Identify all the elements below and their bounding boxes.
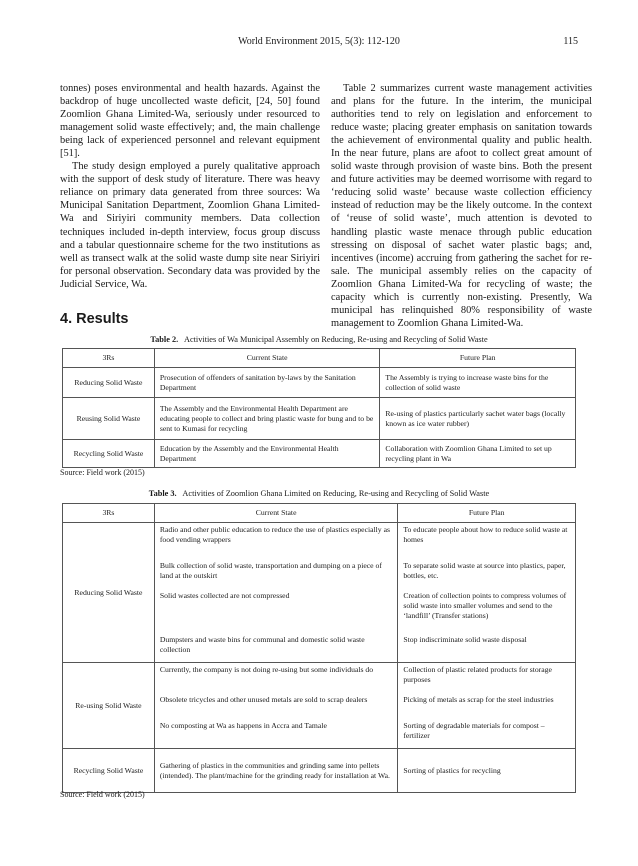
list-item: Obsolete tricycles and other unused metals are sold to scrap dealers <box>159 695 368 704</box>
table2 <box>62 348 576 468</box>
running-header <box>60 36 578 50</box>
table-row <box>63 368 576 398</box>
table-cell-future: Re-using of plastics particularly sachet water bags (locally known as ice water rubber) <box>380 398 576 440</box>
left-column <box>60 82 320 291</box>
list-item: Radio and other public education to reduce the use of plastics especially as food vending wrappers <box>159 525 390 544</box>
table-cell-future: Collaboration with Zoomlion Ghana Limited to set up recycling plant in Wa <box>380 440 576 468</box>
table-cell-3r: Reusing Solid Waste <box>63 398 155 440</box>
table-cell-3r: Reducing Solid Waste <box>63 523 155 663</box>
column-header: Future Plan <box>398 504 576 523</box>
table-cell-future <box>398 523 576 663</box>
table-cell-current: Gathering of plastics in the communities and grinding same into pellets (intended). The plant/machine for the grinding ready for installation at Wa. <box>154 749 397 793</box>
right-column <box>331 82 592 330</box>
table-row-reusing <box>63 663 576 749</box>
list-item: To educate people about how to reduce solid waste at homes <box>403 525 568 544</box>
journal-citation: World Environment 2015, 5(3): 112-120 <box>238 36 400 47</box>
table3 <box>62 503 576 793</box>
list-item: Stop indiscriminate solid waste disposal <box>403 635 527 644</box>
table3-caption <box>60 489 578 498</box>
table-cell-current: Education by the Assembly and the Environmental Health Department <box>154 440 380 468</box>
section-heading: 4. Results <box>60 311 129 327</box>
list-item: Sorting of degradable materials for compost – fertilizer <box>403 721 545 740</box>
table-cell-current: Prosecution of offenders of sanitation by-laws by the Sanitation Department <box>154 368 380 398</box>
table-cell-future: The Assembly is trying to increase waste bins for the collection of solid waste <box>380 368 576 398</box>
paragraph: The study design employed a purely qualitative approach with the support of desk study of literature. There was heavy reliance on primary data generated from three sources: Wa Municipal Sanitation Department, Zoomlion Ghana Limited-Wa and Siriyiri community members. Data collection techniques included in-depth interview, focus group discuss and a tabular questionnaire scheme for the two institutions as well as transect walk at the solid waste dump site near Siriyiri for personal observation. Secondary data was provided by the Judicial Service, Wa. <box>60 161 320 290</box>
table3-label: Table 3. <box>148 489 177 498</box>
paragraph: Table 2 summarizes current waste management activities and plans for the future. In the interim, the municipal authorities tend to rely on legislation and enforcement to reduce waste; placing greater emphasis on sanitation towards the achievement of environmental quality and public health. In the near future, plans are afoot to collect great amount of solid waste through provision of waste bins. Both the present and future activities may be deemed worrisome with regard to ‘reducing solid waste’ because waste collection efficiency instead of reduction may be the likely outcome. In the context of ‘reuse of solid waste’, much attention is devoted to handling plastic waste menace through public education stressing on disposal of sachet water plastic bags; and, incentives (income) accruing from gathering the sachet for re-sale. The municipal assembly relies on the capacity of Zoomlion Ghana Limited-Wa for recycling of waste; the capacity which is currently non-existing. Presently, Wa municipal has relinquished 80% responsibility of waste management to Zoomlion Ghana Limited-Wa. <box>331 83 592 329</box>
table-cell-current: The Assembly and the Environmental Health Department are educating people to collect and bring plastic waste for bung and to be sent to Kumasi for recycling <box>154 398 380 440</box>
table-cell-3r: Recycling Solid Waste <box>63 749 155 793</box>
list-item: Dumpsters and waste bins for communal and domestic solid waste collection <box>159 635 365 654</box>
table-header-row <box>63 504 576 523</box>
table-cell-3r: Recycling Solid Waste <box>63 440 155 468</box>
table-cell-3r: Reducing Solid Waste <box>63 368 155 398</box>
list-item: Collection of plastic related products for storage purposes <box>403 665 552 684</box>
table3-source: Source: Field work (2015) <box>60 790 145 799</box>
table-row <box>63 440 576 468</box>
table-cell-future <box>398 663 576 749</box>
table3-caption-text: Activities of Zoomlion Ghana Limited on Reducing, Re-using and Recycling of Solid Waste <box>182 489 490 498</box>
list-item: Bulk collection of solid waste, transportation and dumping on a piece of land at the outskirt <box>159 561 382 580</box>
table2-label: Table 2. <box>150 335 179 344</box>
table-cell-3r: Re-using Solid Waste <box>63 663 155 749</box>
table-cell-current <box>154 663 397 749</box>
paragraph: tonnes) poses environmental and health hazards. Against the backdrop of huge uncollected waste deficit, [24, 50] found Zoomlion Ghana Limited-Wa, seriously under resourced to management solid waste effectively; and, the main challenge being lack of experienced personnel and relevant equipment [51]. <box>60 83 320 160</box>
list-item: Creation of collection points to compress volumes of solid waste into smaller volumes and send to the ‘landfill’ (Transfer stations) <box>403 591 567 620</box>
list-item: Solid wastes collected are not compressed <box>159 591 290 600</box>
column-header: 3Rs <box>63 349 155 368</box>
list-item: To separate solid waste at source into plastics, paper, bottles, etc. <box>403 561 566 580</box>
table2-source: Source: Field work (2015) <box>60 468 145 477</box>
list-item: No composting at Wa as happens in Accra and Tamale <box>159 721 327 730</box>
table-row <box>63 398 576 440</box>
list-item: Currently, the company is not doing re-using but some individuals do <box>159 665 374 674</box>
list-item: Picking of metals as scrap for the steel industries <box>403 695 554 704</box>
table-cell-current <box>154 523 397 663</box>
column-header: 3Rs <box>63 504 155 523</box>
table2-caption-text: Activities of Wa Municipal Assembly on Reducing, Re-using and Recycling of Solid Waste <box>183 335 488 344</box>
column-header: Current State <box>154 349 380 368</box>
column-header: Current State <box>154 504 397 523</box>
table-row-reducing <box>63 523 576 663</box>
page-number: 115 <box>563 36 578 47</box>
column-header: Future Plan <box>380 349 576 368</box>
table-cell-future: Sorting of plastics for recycling <box>398 749 576 793</box>
table-row-recycling <box>63 749 576 793</box>
table-header-row <box>63 349 576 368</box>
table2-caption <box>60 335 578 344</box>
